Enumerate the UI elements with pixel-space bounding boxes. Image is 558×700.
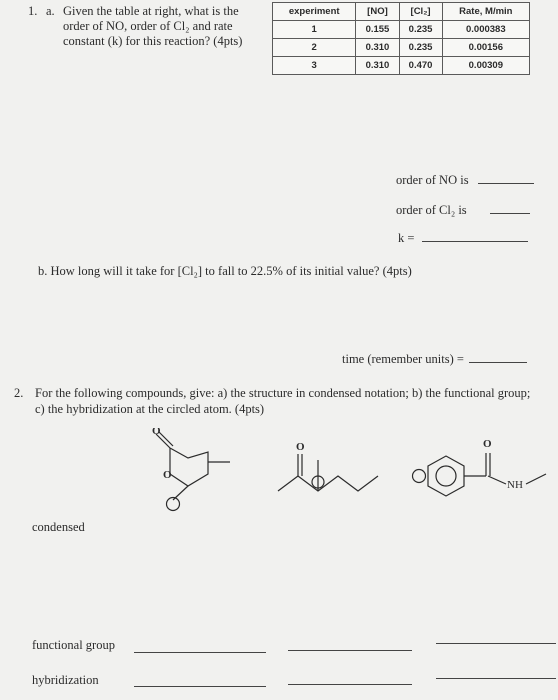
time-answer	[342, 352, 527, 367]
table-cell: 0.00156	[442, 39, 529, 57]
part-letter: a.	[46, 4, 55, 18]
table-cell: 0.155	[356, 21, 399, 39]
table-header: Rate, M/min	[442, 3, 529, 21]
order-cl2-label: order of Cl₂ is	[396, 203, 467, 217]
table-header: [NO]	[356, 3, 399, 21]
oxygen-label: O	[163, 469, 172, 481]
question-2-text: For the following compounds, give: a) the structure in condensed notation; b) the functional group; c) the hybridization at the circled atom. (4pts)	[35, 386, 531, 416]
order-no-answer	[396, 173, 534, 188]
table-cell: 0.235	[399, 39, 442, 57]
table-cell: 0.235	[399, 21, 442, 39]
question-number: 1.	[28, 4, 38, 18]
table-cell: 0.470	[399, 57, 442, 75]
order-no-label: order of NO is	[396, 173, 469, 187]
nh-label: NH	[507, 479, 523, 491]
oxygen-label: O	[296, 441, 305, 453]
functional-group-blank-3[interactable]	[436, 643, 556, 644]
compound-2-ketone	[278, 454, 378, 491]
order-no-blank[interactable]	[478, 183, 534, 184]
hybridization-label: hybridization	[32, 673, 99, 687]
table-row	[273, 39, 530, 57]
question-1b: b. How long will it take for [Cl₂] to fall to 22.5% of its initial value? (4pts)	[38, 264, 412, 278]
table-header-row	[273, 3, 530, 21]
k-label: k =	[398, 231, 415, 245]
order-cl2-blank[interactable]	[490, 213, 530, 214]
condensed-label: condensed	[32, 520, 85, 534]
functional-group-blank-2[interactable]	[288, 650, 412, 651]
functional-group-blank-1[interactable]	[134, 652, 266, 653]
table-header: experiment	[273, 3, 356, 21]
k-blank[interactable]	[422, 241, 528, 242]
table-cell: 3	[273, 57, 356, 75]
k-answer	[398, 231, 528, 246]
order-cl2-answer	[396, 203, 530, 218]
hybridization-blank-1[interactable]	[134, 686, 266, 687]
table-row	[273, 21, 530, 39]
time-blank[interactable]	[469, 362, 527, 363]
oxygen-label: O	[483, 438, 492, 450]
table-row	[273, 57, 530, 75]
table-header: [Cl₂]	[399, 3, 442, 21]
table-cell: 0.310	[356, 39, 399, 57]
table-cell: 2	[273, 39, 356, 57]
oxygen-label: O	[152, 428, 161, 437]
rate-data-table	[272, 2, 530, 75]
question-number: 2.	[14, 386, 24, 400]
table-cell: 0.310	[356, 57, 399, 75]
hybridization-blank-2[interactable]	[288, 684, 412, 685]
compound-3-amide	[413, 453, 547, 496]
question-1a-text: Given the table at right, what is the order of NO, order of Cl₂ and rate constant (k) for this reaction? (4pts)	[63, 4, 243, 48]
table-cell: 0.000383	[442, 21, 529, 39]
functional-group-label: functional group	[32, 638, 115, 652]
hybridization-blank-3[interactable]	[436, 678, 556, 679]
circled-atom-3	[413, 470, 426, 483]
compound-structures	[150, 428, 550, 524]
table-cell: 0.00309	[442, 57, 529, 75]
time-label: time (remember units) =	[342, 352, 464, 366]
table-cell: 1	[273, 21, 356, 39]
